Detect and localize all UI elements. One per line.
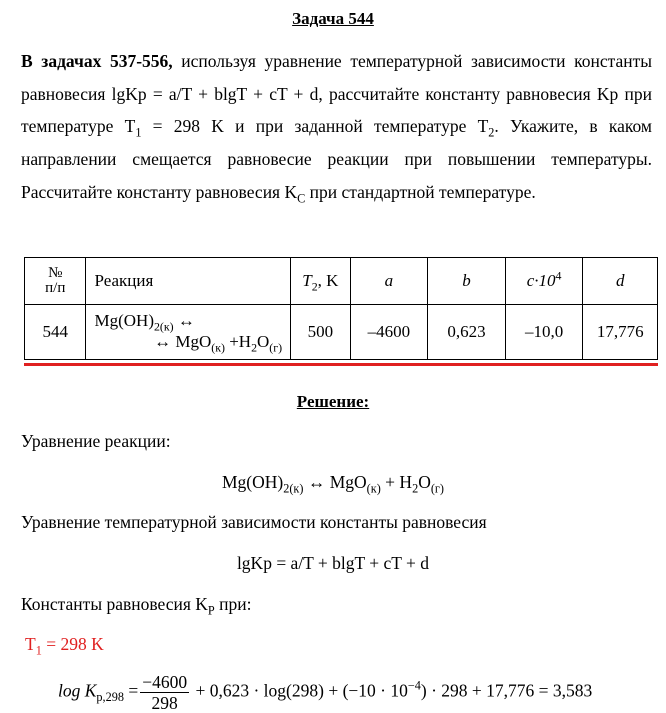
kp-298-formula: $\log K_{p,298}$ = $\frac{-4600}{298}$ + $0,623 \cdot \log(298) + (-10 \cdot 10^{-4}) \cdot 298 + 17,776 = 3,583$ xyxy=(58,672,593,713)
header-a: a xyxy=(350,258,428,305)
temperature-dependence-equation: lgKp = a/T + blgT + cT + d xyxy=(236,553,430,573)
reaction-data-table xyxy=(24,257,658,360)
cell-num: 544 xyxy=(25,305,86,360)
header-reaction: Реакция xyxy=(86,258,291,305)
t1-label: $T_1 = 298$ K xyxy=(25,634,104,658)
kp-label: Константы равновесия $K_P$ при: xyxy=(21,594,252,618)
cell-a: –4600 xyxy=(350,305,428,360)
fraction: $\frac{-4600}{298}$ xyxy=(142,672,188,713)
solution-title: Решение: xyxy=(296,392,370,411)
cell-d: 17,776 xyxy=(583,305,658,360)
problem-statement: В задачах 537-556, используя уравнение температурной зависимости константы равновесия lgKp = a/T + blgT + cT + d, рассчитайте константу равновесия Kp при температуре $T_1 = 298$ K и при заданной температуре $T_2$. Укажите, в каком направлении смещается равновесие реакции при повышении температуры. Рассчитайте константу равновесия $K_C$ при стандартной температуре. xyxy=(21,51,653,206)
reaction-equation: $Mg(OH)_{2(к)}$ ↔ $MgO_{(к)} + H_2O_{(г)}$ xyxy=(221,472,445,496)
header-num: № п/п xyxy=(25,258,86,305)
header-d: d xyxy=(583,258,658,305)
table-row xyxy=(25,305,658,360)
header-t2: $T_2$, K xyxy=(291,258,350,305)
header-c: $c\cdot 10^4$ xyxy=(505,258,583,305)
red-divider xyxy=(24,363,658,366)
table-header-row xyxy=(25,258,658,305)
cell-c: –10,0 xyxy=(505,305,583,360)
cell-b: 0,623 xyxy=(428,305,506,360)
cell-t2: 500 xyxy=(291,305,350,360)
problem-title: Задача 544 xyxy=(292,9,374,28)
cell-reaction: $Mg(OH)_{2(к)}$ ↔ ↔ $MgO_{(к)} +H_2O_{(г)}$ xyxy=(86,305,291,360)
reaction-equation-label: Уравнение реакции: xyxy=(21,431,171,451)
header-b: b xyxy=(428,258,506,305)
temperature-dependence-label: Уравнение температурной зависимости константы равновесия xyxy=(21,512,487,532)
problem-lead: В задачах 537-556, xyxy=(21,51,173,71)
